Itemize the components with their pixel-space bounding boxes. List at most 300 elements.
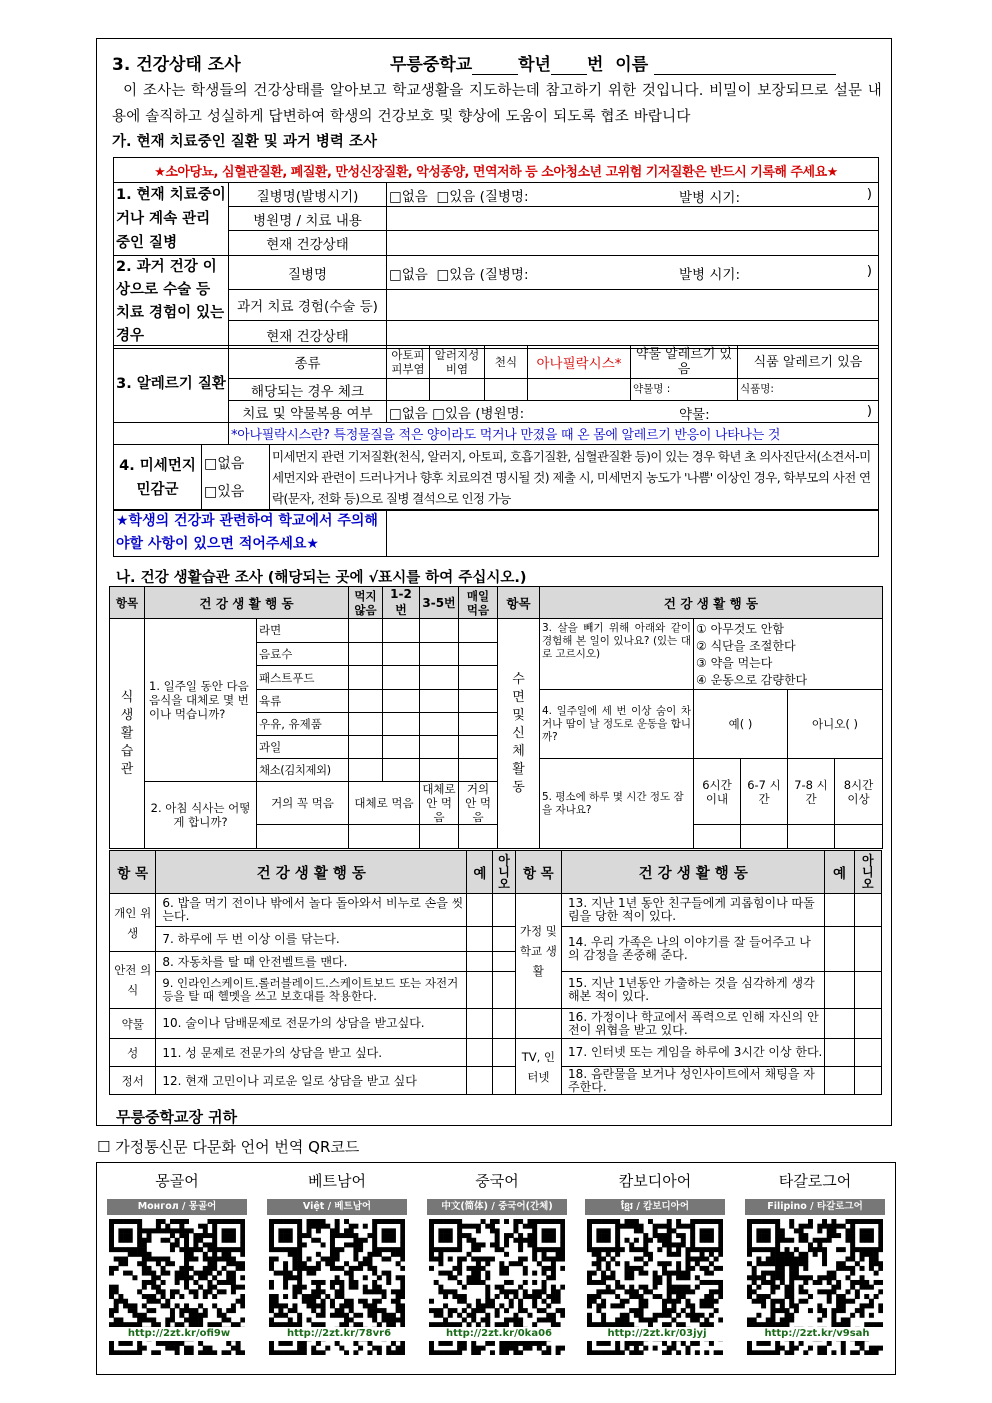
no-cell[interactable] <box>493 952 515 972</box>
qr-module <box>643 1247 648 1252</box>
qr-module <box>704 1294 709 1299</box>
qr-module <box>485 1303 490 1308</box>
no-cell[interactable] <box>493 1009 515 1039</box>
qr-module <box>794 1303 799 1308</box>
qr-module <box>207 1219 212 1224</box>
qr-module <box>874 1261 879 1266</box>
answer-cell[interactable] <box>257 825 349 849</box>
answer-cell[interactable] <box>383 713 420 736</box>
qr-module <box>302 1266 307 1271</box>
qr-module <box>615 1238 620 1243</box>
qr-module <box>438 1228 443 1233</box>
qr-module <box>499 1261 504 1266</box>
qr-module <box>288 1233 293 1238</box>
qr-module <box>625 1238 630 1243</box>
intro-text: 이 조사는 학생들의 건강상태를 알아보고 학교생활을 지도하는데 참고하기 위한 것입니다. 비밀이 보장되므로 설문 내용에 솔직하고 성실하게 답변하여 학생의 건강보호 및 향상에 도움이 되도록 협조 바랍니다 <box>112 83 882 125</box>
yes-cell[interactable] <box>467 1067 493 1095</box>
qr-item[interactable] <box>427 1171 567 1355</box>
qr-module <box>523 1266 528 1271</box>
qr-module <box>864 1294 869 1299</box>
qr-module <box>560 1247 565 1252</box>
qr-module <box>667 1313 672 1318</box>
no-cell[interactable] <box>493 894 515 927</box>
past-illness-answer[interactable] <box>387 256 879 290</box>
answer-cell[interactable] <box>420 759 459 782</box>
qr-module <box>718 1285 723 1290</box>
answer-cell[interactable] <box>420 619 459 643</box>
qr-module <box>657 1313 662 1318</box>
yes-cell[interactable] <box>825 927 854 972</box>
name-blank[interactable] <box>654 58 836 75</box>
qr-module <box>118 1341 123 1346</box>
answer-cell[interactable] <box>383 666 420 690</box>
qr-module <box>878 1247 883 1252</box>
qr-url[interactable]: http://2zt.kr/78vr6 <box>269 1327 409 1341</box>
qr-module <box>831 1285 836 1290</box>
qr-module <box>471 1341 476 1346</box>
qr-module <box>179 1275 184 1280</box>
answer-cell[interactable] <box>741 825 788 849</box>
qr-module <box>142 1238 147 1243</box>
qr-module <box>236 1341 241 1346</box>
qr-module <box>151 1280 156 1285</box>
qr-module <box>297 1313 302 1318</box>
qr-module <box>231 1238 236 1243</box>
none-checkbox[interactable]: □없음 <box>389 266 428 283</box>
yes-checkbox[interactable]: □있음 <box>204 483 245 500</box>
qr-module <box>438 1247 443 1252</box>
qr-module <box>476 1271 481 1276</box>
qr-code-icon[interactable] <box>429 1219 565 1355</box>
no-cell[interactable] <box>854 894 881 927</box>
yes-checkbox[interactable]: □있음 (질병명: <box>436 188 529 205</box>
qr-module <box>718 1289 723 1294</box>
no-cell[interactable] <box>493 1039 515 1067</box>
qr-module <box>831 1308 836 1313</box>
qr-module <box>434 1219 439 1224</box>
qr-module <box>648 1219 653 1224</box>
qr-module <box>269 1285 274 1290</box>
q3-option[interactable]: ① 아무것도 안함 <box>696 622 784 636</box>
grade-blank[interactable] <box>472 58 518 75</box>
qr-module <box>311 1289 316 1294</box>
answer-cell[interactable] <box>459 619 498 643</box>
qr-module <box>367 1341 372 1346</box>
qr-module <box>292 1266 297 1271</box>
answer-cell[interactable] <box>459 736 498 759</box>
qr-module <box>657 1233 662 1238</box>
yes-checkbox[interactable]: □있음 (병원명: <box>432 405 525 422</box>
q3-option[interactable]: ② 식단을 조절한다 <box>696 639 796 653</box>
qr-url[interactable]: http://2zt.kr/03jyj <box>587 1327 727 1341</box>
qr-module <box>615 1233 620 1238</box>
qr-module <box>676 1294 681 1299</box>
yes-cell[interactable] <box>825 1067 854 1095</box>
qr-module <box>109 1266 114 1271</box>
qr-module <box>785 1247 790 1252</box>
qr-module <box>128 1228 133 1233</box>
qr-module <box>822 1261 827 1266</box>
qr-module <box>382 1289 387 1294</box>
qr-module <box>481 1346 486 1351</box>
qr-module <box>629 1285 634 1290</box>
qr-module <box>556 1299 561 1304</box>
qr-code-icon[interactable] <box>269 1219 405 1355</box>
qr-module <box>690 1224 695 1229</box>
qr-module <box>752 1271 757 1276</box>
food-name-input[interactable]: 식품명: <box>738 379 879 401</box>
qr-module <box>845 1275 850 1280</box>
qr-module <box>335 1252 340 1257</box>
qr-module <box>634 1219 639 1224</box>
qr-module <box>747 1219 752 1224</box>
qr-module <box>278 1271 283 1276</box>
qr-module <box>339 1346 344 1351</box>
qr-module <box>770 1350 775 1355</box>
yes-cell[interactable] <box>825 972 854 1009</box>
qr-module <box>198 1285 203 1290</box>
qr-module <box>212 1257 217 1262</box>
qr-module <box>504 1294 509 1299</box>
allergy-label: 3. 알레르기 질환 <box>114 346 229 423</box>
qr-item[interactable] <box>107 1171 247 1355</box>
qr-module <box>288 1252 293 1257</box>
qr-module <box>685 1285 690 1290</box>
qr-module <box>518 1247 523 1252</box>
qr-url[interactable]: http://2zt.kr/0ka06 <box>429 1327 569 1341</box>
qr-module <box>794 1275 799 1280</box>
qr-module <box>184 1219 189 1224</box>
qr-module <box>142 1257 147 1262</box>
answer-cell[interactable] <box>459 642 498 666</box>
qr-module <box>316 1261 321 1266</box>
qr-module <box>878 1242 883 1247</box>
answer-cell[interactable] <box>349 759 383 782</box>
answer-cell[interactable] <box>383 759 420 782</box>
qr-module <box>161 1238 166 1243</box>
qr-module <box>236 1285 241 1290</box>
qr-code-icon[interactable] <box>587 1219 723 1355</box>
qr-module <box>509 1280 514 1285</box>
qr-module <box>400 1252 405 1257</box>
q3-option[interactable]: ③ 약을 먹는다 <box>696 656 773 670</box>
qr-module <box>471 1308 476 1313</box>
qr-module <box>629 1242 634 1247</box>
qr-module <box>643 1289 648 1294</box>
answer-cell[interactable] <box>420 825 459 849</box>
qr-module <box>448 1238 453 1243</box>
qr-module <box>495 1247 500 1252</box>
qr-module <box>527 1224 532 1229</box>
qr-module <box>179 1266 184 1271</box>
qr-module <box>391 1247 396 1252</box>
answer-cell[interactable] <box>788 825 835 849</box>
qr-item[interactable] <box>267 1171 407 1355</box>
none-checkbox[interactable]: □없음 <box>389 188 428 205</box>
qr-module <box>175 1289 180 1294</box>
qr-module <box>448 1341 453 1346</box>
qr-module <box>386 1280 391 1285</box>
answer-cell[interactable] <box>459 825 498 849</box>
qr-module <box>269 1233 274 1238</box>
qr-module <box>118 1299 123 1304</box>
qr-module <box>189 1313 194 1318</box>
qr-module <box>386 1346 391 1351</box>
qr-module <box>667 1275 672 1280</box>
no-cell[interactable] <box>854 972 881 1009</box>
atopy-check[interactable] <box>387 379 430 401</box>
qr-module <box>212 1233 217 1238</box>
qr-module <box>325 1224 330 1229</box>
number-blank[interactable] <box>551 58 587 75</box>
fine-dust-answer[interactable] <box>202 445 270 511</box>
answer-cell[interactable] <box>349 642 383 666</box>
qr-module <box>587 1224 592 1229</box>
yes-cell[interactable] <box>467 927 493 952</box>
qr-module <box>316 1219 321 1224</box>
qr-module <box>587 1238 592 1243</box>
qr-module <box>269 1261 274 1266</box>
qr-module <box>123 1247 128 1252</box>
qr-module <box>789 1346 794 1351</box>
qr-module <box>700 1313 705 1318</box>
qr-module <box>307 1233 312 1238</box>
answer-cell[interactable] <box>349 690 383 713</box>
qr-module <box>142 1280 147 1285</box>
qr-item[interactable] <box>745 1171 885 1355</box>
qr-module <box>349 1308 354 1313</box>
none-checkbox[interactable]: □없음 <box>204 455 245 472</box>
qr-module <box>667 1280 672 1285</box>
yes-cell[interactable] <box>467 1039 493 1067</box>
answer-cell[interactable] <box>349 825 420 849</box>
answer-cell[interactable] <box>459 666 498 690</box>
qr-module <box>288 1238 293 1243</box>
qr-module <box>147 1280 152 1285</box>
answer-cell[interactable] <box>835 825 883 849</box>
qr-module <box>667 1252 672 1257</box>
qr-module <box>752 1280 757 1285</box>
current-status-input[interactable] <box>387 231 879 256</box>
qr-module <box>429 1238 434 1243</box>
qr-module <box>400 1219 405 1224</box>
yes-cell[interactable] <box>467 952 493 972</box>
qr-module <box>240 1303 245 1308</box>
qr-module <box>240 1252 245 1257</box>
qr-module <box>377 1219 382 1224</box>
yes-cell[interactable] <box>467 972 493 1009</box>
qr-module <box>151 1317 156 1322</box>
qr-tag: Монгол / 몽골어 <box>107 1199 247 1215</box>
qr-module <box>396 1317 401 1322</box>
qr-module <box>269 1247 274 1252</box>
answer-cell[interactable] <box>420 642 459 666</box>
qr-module <box>349 1228 354 1233</box>
answer-cell[interactable] <box>349 736 383 759</box>
qr-module <box>330 1228 335 1233</box>
qr-module <box>634 1257 639 1262</box>
qr-module <box>518 1341 523 1346</box>
qr-module <box>184 1261 189 1266</box>
yes-cell[interactable] <box>825 894 854 927</box>
no-cell[interactable] <box>493 927 515 952</box>
q4-yes[interactable]: 예( ) <box>694 690 788 759</box>
drug-name-input[interactable]: 약물명 : <box>631 379 738 401</box>
qr-url[interactable]: http://2zt.kr/v9sah <box>747 1327 887 1341</box>
answer-cell[interactable] <box>459 690 498 713</box>
qr-module <box>513 1219 518 1224</box>
qr-module <box>610 1257 615 1262</box>
qr-module <box>799 1228 804 1233</box>
qr-module <box>785 1252 790 1257</box>
answer-cell[interactable] <box>383 690 420 713</box>
qr-module <box>518 1219 523 1224</box>
qr-module <box>175 1350 180 1355</box>
qr-module <box>648 1289 653 1294</box>
qr-module <box>789 1303 794 1308</box>
answer-cell[interactable] <box>349 619 383 643</box>
answer-cell[interactable] <box>459 713 498 736</box>
qr-module <box>198 1233 203 1238</box>
qr-module <box>283 1313 288 1318</box>
qr-module <box>653 1294 658 1299</box>
qr-module <box>151 1294 156 1299</box>
anaphylaxis-check[interactable] <box>528 379 631 401</box>
qr-module <box>292 1252 297 1257</box>
qr-module <box>639 1350 644 1355</box>
qr-module <box>499 1303 504 1308</box>
no-cell[interactable] <box>854 927 881 972</box>
no-cell[interactable] <box>854 1039 881 1067</box>
qr-module <box>542 1280 547 1285</box>
qr-module <box>629 1266 634 1271</box>
no-cell[interactable] <box>493 972 515 1009</box>
qr-module <box>629 1224 634 1229</box>
qr-module <box>770 1261 775 1266</box>
rhinitis-check[interactable] <box>430 379 485 401</box>
qr-module <box>132 1350 137 1355</box>
medical-history-table <box>113 157 879 349</box>
qr-code-icon[interactable] <box>747 1219 883 1355</box>
answer-cell[interactable] <box>694 825 741 849</box>
qr-module <box>316 1280 321 1285</box>
qr-module <box>860 1257 865 1262</box>
qr-module <box>184 1285 189 1290</box>
qr-module <box>358 1242 363 1247</box>
qr-module <box>236 1247 241 1252</box>
school-note-input[interactable] <box>387 510 879 557</box>
qr-module <box>156 1275 161 1280</box>
qr-module <box>504 1271 509 1276</box>
answer-cell[interactable] <box>349 666 383 690</box>
qr-module <box>756 1233 761 1238</box>
answer-cell[interactable] <box>420 690 459 713</box>
no-cell[interactable] <box>493 1067 515 1095</box>
qr-module <box>109 1289 114 1294</box>
qr-module <box>429 1252 434 1257</box>
qr-module <box>207 1350 212 1355</box>
qr-module <box>860 1313 865 1318</box>
q3-option[interactable]: ④ 운동으로 감량한다 <box>696 673 808 687</box>
none-checkbox[interactable]: □없음 <box>389 405 428 422</box>
qr-module <box>817 1238 822 1243</box>
qr-module <box>297 1289 302 1294</box>
qr-module <box>639 1341 644 1346</box>
qr-module <box>629 1247 634 1252</box>
yes-cell[interactable] <box>467 894 493 927</box>
answer-cell[interactable] <box>459 759 498 782</box>
treatment-answer[interactable] <box>387 401 879 423</box>
current-hospital-input[interactable] <box>387 207 879 231</box>
qr-module <box>123 1341 128 1346</box>
qr-module <box>808 1247 813 1252</box>
qr-module <box>587 1219 592 1224</box>
answer-cell[interactable] <box>383 642 420 666</box>
qr-module <box>850 1299 855 1304</box>
yes-cell[interactable] <box>467 1009 493 1039</box>
qr-url[interactable]: http://2zt.kr/ofi9w <box>109 1327 249 1341</box>
qr-module <box>822 1247 827 1252</box>
drug-allergy-label: 약물 알레르기 있음 <box>631 346 738 379</box>
qr-module <box>189 1346 194 1351</box>
qr-module <box>485 1275 490 1280</box>
current-illness-answer[interactable] <box>387 183 879 207</box>
qr-module <box>860 1275 865 1280</box>
qr-module <box>311 1280 316 1285</box>
yes-cell[interactable] <box>825 1039 854 1067</box>
qr-module <box>203 1257 208 1262</box>
qr-module <box>471 1238 476 1243</box>
qr-code-icon[interactable] <box>109 1219 245 1355</box>
allergy-table <box>113 345 879 445</box>
no-cell[interactable] <box>854 1067 881 1095</box>
qr-module <box>142 1261 147 1266</box>
asthma-check[interactable] <box>485 379 528 401</box>
past-treatment-input[interactable] <box>387 290 879 321</box>
qr-module <box>128 1247 133 1252</box>
answer-cell[interactable] <box>349 713 383 736</box>
q3-options[interactable] <box>694 619 883 690</box>
qr-module <box>615 1280 620 1285</box>
qr-module <box>775 1271 780 1276</box>
qr-module <box>625 1317 630 1322</box>
q4-no[interactable]: 아니오( ) <box>788 690 883 759</box>
qr-module <box>869 1266 874 1271</box>
qr-module <box>109 1233 114 1238</box>
qr-module <box>114 1317 119 1322</box>
answer-cell[interactable] <box>420 666 459 690</box>
qr-module <box>620 1285 625 1290</box>
answer-cell[interactable] <box>383 619 420 643</box>
qr-module <box>311 1266 316 1271</box>
qr-item[interactable] <box>585 1171 725 1355</box>
yes-cell[interactable] <box>825 1009 854 1039</box>
qr-module <box>695 1257 700 1262</box>
qr-module <box>179 1271 184 1276</box>
answer-cell[interactable] <box>383 736 420 759</box>
answer-cell[interactable] <box>420 713 459 736</box>
qr-module <box>860 1308 865 1313</box>
qr-module <box>269 1219 274 1224</box>
qr-module <box>560 1346 565 1351</box>
qr-module <box>596 1266 601 1271</box>
qr-module <box>382 1233 387 1238</box>
no-cell[interactable] <box>854 1009 881 1039</box>
answer-cell[interactable] <box>420 736 459 759</box>
yes-checkbox[interactable]: □있음 (질병명: <box>436 266 529 283</box>
qr-module <box>109 1219 114 1224</box>
qr-module <box>704 1233 709 1238</box>
